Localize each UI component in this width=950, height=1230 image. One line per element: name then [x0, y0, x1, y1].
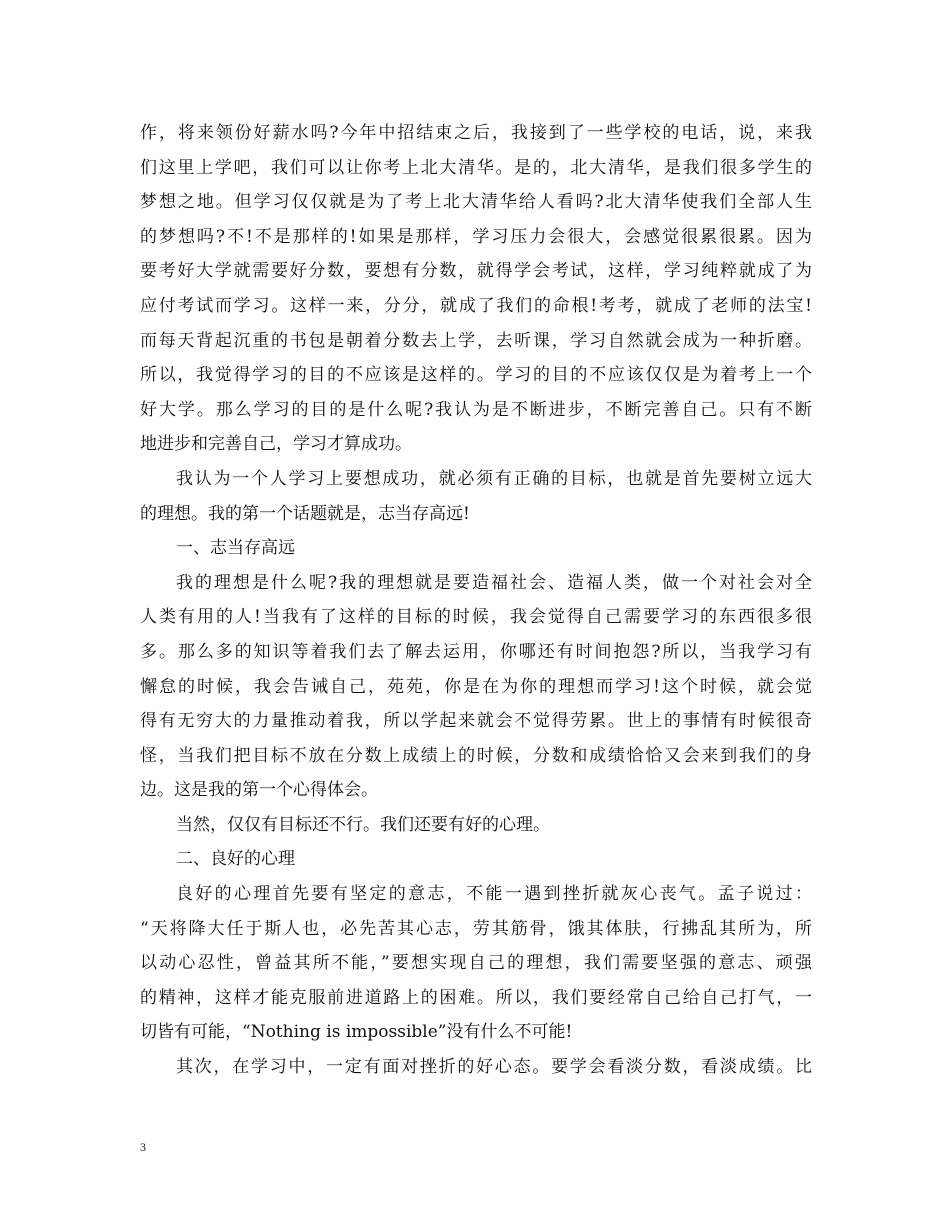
text-line: 怪，当我们把目标不放在分数上成绩上的时候，分数和成绩恰恰又会来到我们的身 — [140, 745, 812, 766]
text-line: 应付考试而学习。这样一来，分分，就成了我们的命根!考考，就成了老师的法宝! — [140, 295, 812, 316]
text-line: 地进步和完善自己，学习才算成功。 — [140, 434, 412, 455]
text-line: 要考好大学就需要好分数，要想有分数，就得学会考试，这样，学习纯粹就成了为 — [140, 261, 812, 282]
text-line: 得有无穷大的力量推动着我，所以学起来就会不觉得劳累。世上的事情有时候很奇 — [140, 711, 812, 732]
text-line: 好大学。那么学习的目的是什么呢?我认为是不断进步，不断完善自己。只有不断 — [140, 399, 812, 420]
text-line: 一、志当存高远 — [176, 538, 295, 559]
text-line: 边。这是我的第一个心得体会。 — [140, 780, 378, 801]
text-line: 懈怠的时候，我会告诫自己，苑苑，你是在为你的理想而学习!这个时候，就会觉 — [140, 676, 812, 697]
text-line: 梦想之地。但学习仅仅就是为了考上北大清华给人看吗?北大清华使我们全部人生 — [140, 192, 812, 213]
text-line: 多。那么多的知识等着我们去了解去运用，你哪还有时间抱怨?所以，当我学习有 — [140, 641, 812, 662]
text-line: 以动心忍性，曾益其所不能，”要想实现自己的理想，我们需要坚强的意志、顽强 — [140, 953, 812, 974]
text-line: 切皆有可能，“Nothing is impossible”没有什么不可能! — [140, 1022, 573, 1043]
text-line: 而每天背起沉重的书包是朝着分数去上学，去听课，学习自然就会成为一种折磨。 — [140, 330, 812, 351]
text-line: 们这里上学吧，我们可以让你考上北大清华。是的，北大清华，是我们很多学生的 — [140, 157, 812, 178]
document-body — [140, 116, 812, 1085]
text-line: “天将降大任于斯人也，必先苦其心志，劳其筋骨，饿其体肤，行拂乱其所为，所 — [140, 918, 812, 939]
text-line: 其次，在学习中，一定有面对挫折的好心态。要学会看淡分数，看淡成绩。比 — [176, 1057, 812, 1078]
text-line: 的梦想吗?不!不是那样的!如果是那样，学习压力会很大，会感觉很累很累。因为 — [140, 226, 812, 247]
text-line: 所以，我觉得学习的目的不应该是这样的。学习的目的不应该仅仅是为着考上一个 — [140, 365, 812, 386]
text-line: 的精神，这样才能克服前进道路上的困难。所以，我们要经常自己给自己打气，一 — [140, 987, 812, 1008]
text-line: 我认为一个人学习上要想成功，就必须有正确的目标，也就是首先要树立远大 — [176, 468, 812, 489]
text-line: 我的理想是什么呢?我的理想就是要造福社会、造福人类，做一个对社会对全 — [176, 572, 812, 593]
text-line: 人类有用的人!当我有了这样的目标的时候，我会觉得自己需要学习的东西很多很 — [140, 607, 812, 628]
page-number: 3 — [140, 1140, 146, 1154]
text-line: 良好的心理首先要有坚定的意志，不能一遇到挫折就灰心丧气。孟子说过： — [176, 884, 812, 905]
text-line: 当然，仅仅有目标还不行。我们还要有好的心理。 — [176, 814, 550, 835]
text-line: 作，将来领份好薪水吗?今年中招结束之后，我接到了一些学校的电话，说，来我 — [140, 123, 812, 143]
text-line: 的理想。我的第一个话题就是，志当存高远! — [140, 503, 470, 524]
text-line: 二、良好的心理 — [176, 849, 295, 870]
